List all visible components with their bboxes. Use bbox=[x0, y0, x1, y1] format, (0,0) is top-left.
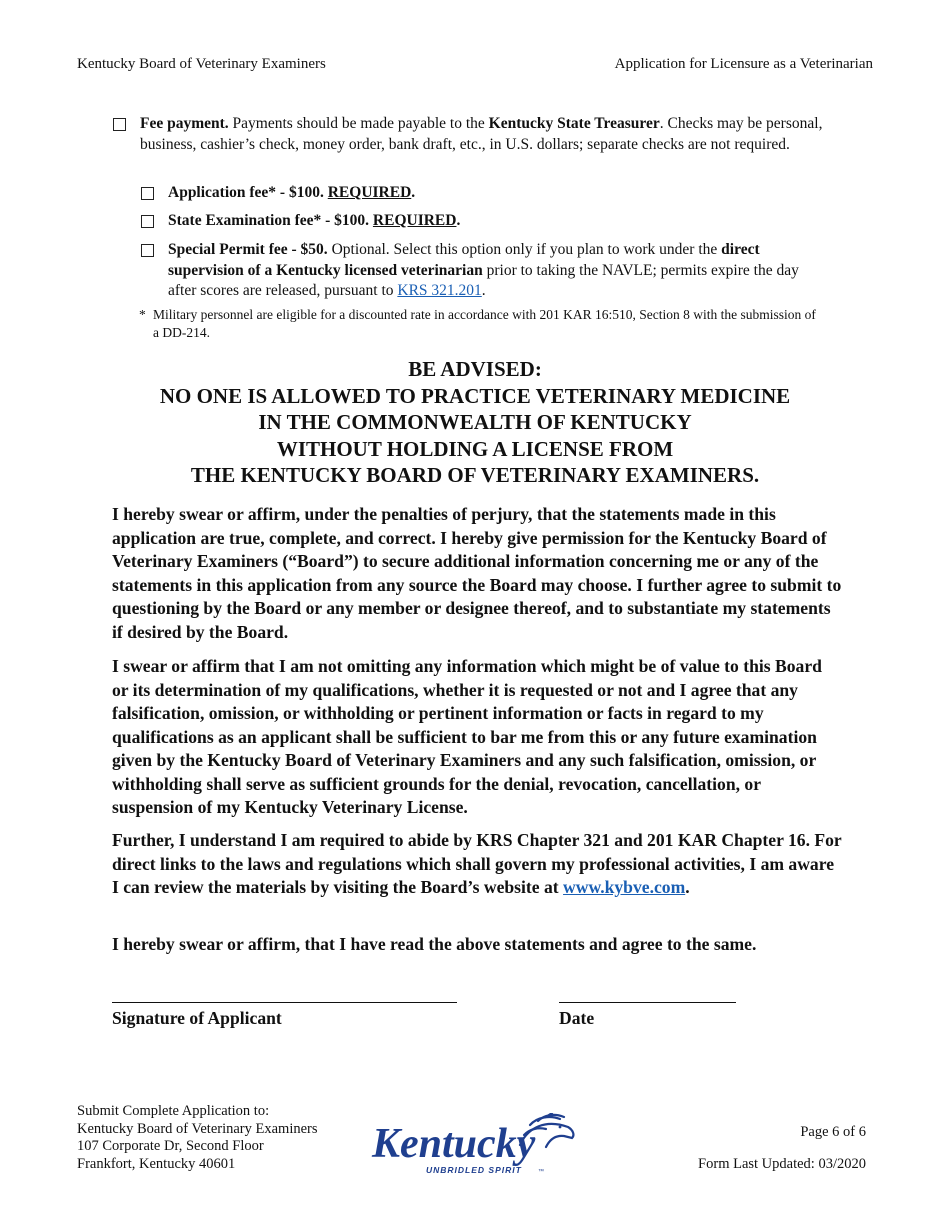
fee-payment-payee: Kentucky State Treasurer bbox=[488, 115, 660, 132]
footer-city: Frankfort, Kentucky 40601 bbox=[77, 1155, 236, 1172]
permit-fee-checkbox[interactable] bbox=[141, 244, 154, 257]
signature-line[interactable] bbox=[112, 1002, 457, 1003]
exam-fee-text bbox=[168, 211, 460, 232]
advised-line-2: NO ONE IS ALLOWED TO PRACTICE VETERINARY MEDICINE bbox=[159, 383, 791, 408]
statement-agree: I hereby swear or affirm, that I have read the above statements and agree to the same. bbox=[112, 934, 757, 954]
exam-fee-item bbox=[141, 211, 831, 232]
logo-wordmark: Kentucky bbox=[372, 1121, 536, 1167]
military-discount-note bbox=[139, 306, 819, 341]
application-fee-label: Application fee* - $100. bbox=[168, 184, 328, 201]
kentucky-logo bbox=[370, 1113, 580, 1177]
advised-line-5: THE KENTUCKY BOARD OF VETERINARY EXAMINERS. bbox=[190, 463, 760, 487]
fee-payment-item bbox=[113, 114, 833, 155]
permit-fee-supervision: direct supervision of a Kentucky licensed veterinarian bbox=[168, 241, 760, 279]
page-number: Page 6 of 6 bbox=[800, 1124, 866, 1140]
footer-street: 107 Corporate Dr, Second Floor bbox=[77, 1138, 264, 1154]
be-advised-notice bbox=[100, 356, 850, 489]
permit-fee-text1: Optional. Select this option only if you plan to work under the bbox=[327, 241, 722, 258]
logo-tagline: UNBRIDLED SPIRIT bbox=[426, 1165, 522, 1175]
permit-fee-label: Special Permit fee - $50. bbox=[168, 241, 328, 258]
statement-regulations bbox=[112, 829, 842, 900]
logo-trademark: ™ bbox=[538, 1169, 544, 1175]
fee-payment-checkbox[interactable] bbox=[113, 118, 126, 131]
exam-fee-required: REQUIRED bbox=[372, 212, 457, 229]
permit-fee-text2: prior to taking the NAVLE; permits expire the day after scores are released, pursuant to bbox=[168, 261, 799, 299]
exam-fee-label: State Examination fee* - $100. bbox=[168, 212, 373, 229]
application-fee-item bbox=[141, 183, 831, 204]
footer-submit: Submit Complete Application to: bbox=[77, 1103, 270, 1119]
footer-org: Kentucky Board of Veterinary Examiners bbox=[77, 1120, 318, 1137]
regulations-end: . bbox=[685, 877, 690, 897]
regulations-text: Further, I understand I am required to abide by KRS Chapter 321 and 201 KAR Chapter 16. For direct links to the laws and regulations which shall govern my professional activities, I am aware I can review the materials by visiting the Board’s website at bbox=[112, 830, 842, 897]
date-line[interactable] bbox=[559, 1002, 736, 1003]
note-asterisk: * bbox=[139, 307, 146, 322]
statement-omission: I swear or affirm that I am not omitting any information which might be of value to this Board or its determination of my qualifications, whether it is requested or not and I agree that any falsification, omission, or withholding or pertinent information or facts in regard to my qualifications as an applicant shall be sufficient to bar me from this or any future examination given by the Kentucky Board of Veterinary Examiners and any such falsification, omission, or withholding shall serve as sufficient grounds for the denial, revocation, cancellation, or suspension of my Kentucky Veterinary License. bbox=[112, 656, 822, 817]
form-last-updated: Form Last Updated: 03/2020 bbox=[698, 1156, 866, 1172]
fee-payment-text1: Payments should be made payable to the bbox=[228, 115, 489, 132]
permit-fee-item bbox=[141, 240, 831, 302]
application-fee-text bbox=[168, 183, 415, 204]
krs-321-201-link[interactable]: KRS 321.201 bbox=[397, 282, 482, 299]
fee-payment-text bbox=[140, 114, 833, 155]
permit-fee-text bbox=[168, 240, 831, 302]
exam-fee-checkbox[interactable] bbox=[141, 215, 154, 228]
application-fee-end: . bbox=[411, 184, 416, 201]
date-label: Date bbox=[559, 1008, 595, 1028]
advised-line-3: IN THE COMMONWEALTH OF KENTUCKY bbox=[258, 410, 692, 434]
advised-line-1: BE ADVISED: bbox=[408, 357, 542, 381]
header-board-name: Kentucky Board of Veterinary Examiners bbox=[77, 56, 326, 72]
fee-payment-text2: . Checks may be personal, business, cashier’s check, money order, bank draft, etc., in U.S. dollars; separate checks are not required. bbox=[140, 115, 823, 153]
header-form-title: Application for Licensure as a Veterinarian bbox=[614, 56, 873, 72]
signature-label: Signature of Applicant bbox=[112, 1008, 282, 1028]
footer-address bbox=[77, 1103, 318, 1173]
fee-payment-label: Fee payment. bbox=[140, 115, 229, 132]
permit-fee-end: . bbox=[481, 282, 486, 299]
statement-perjury: I hereby swear or affirm, under the penalties of perjury, that the statements made in this application are true, complete, and correct. I hereby give permission for the Kentucky Board of Veterinary Examiners (“Board”) to secure additional information concerning me or any of the statements in this application from any source the Board may choose. I further agree to submit to questioning by the Board or any member or designee thereof, and to substantiate my statements if desired by the Board. bbox=[112, 504, 842, 642]
exam-fee-end: . bbox=[456, 212, 461, 229]
application-fee-checkbox[interactable] bbox=[141, 187, 154, 200]
application-fee-required: REQUIRED bbox=[327, 184, 412, 201]
note-text: Military personnel are eligible for a discounted rate in accordance with 201 KAR 16:510, Section 8 with the submission of a DD-214. bbox=[153, 307, 816, 340]
advised-line-4: WITHOUT HOLDING A LICENSE FROM bbox=[276, 436, 674, 461]
kybve-website-link[interactable]: www.kybve.com bbox=[563, 877, 686, 897]
